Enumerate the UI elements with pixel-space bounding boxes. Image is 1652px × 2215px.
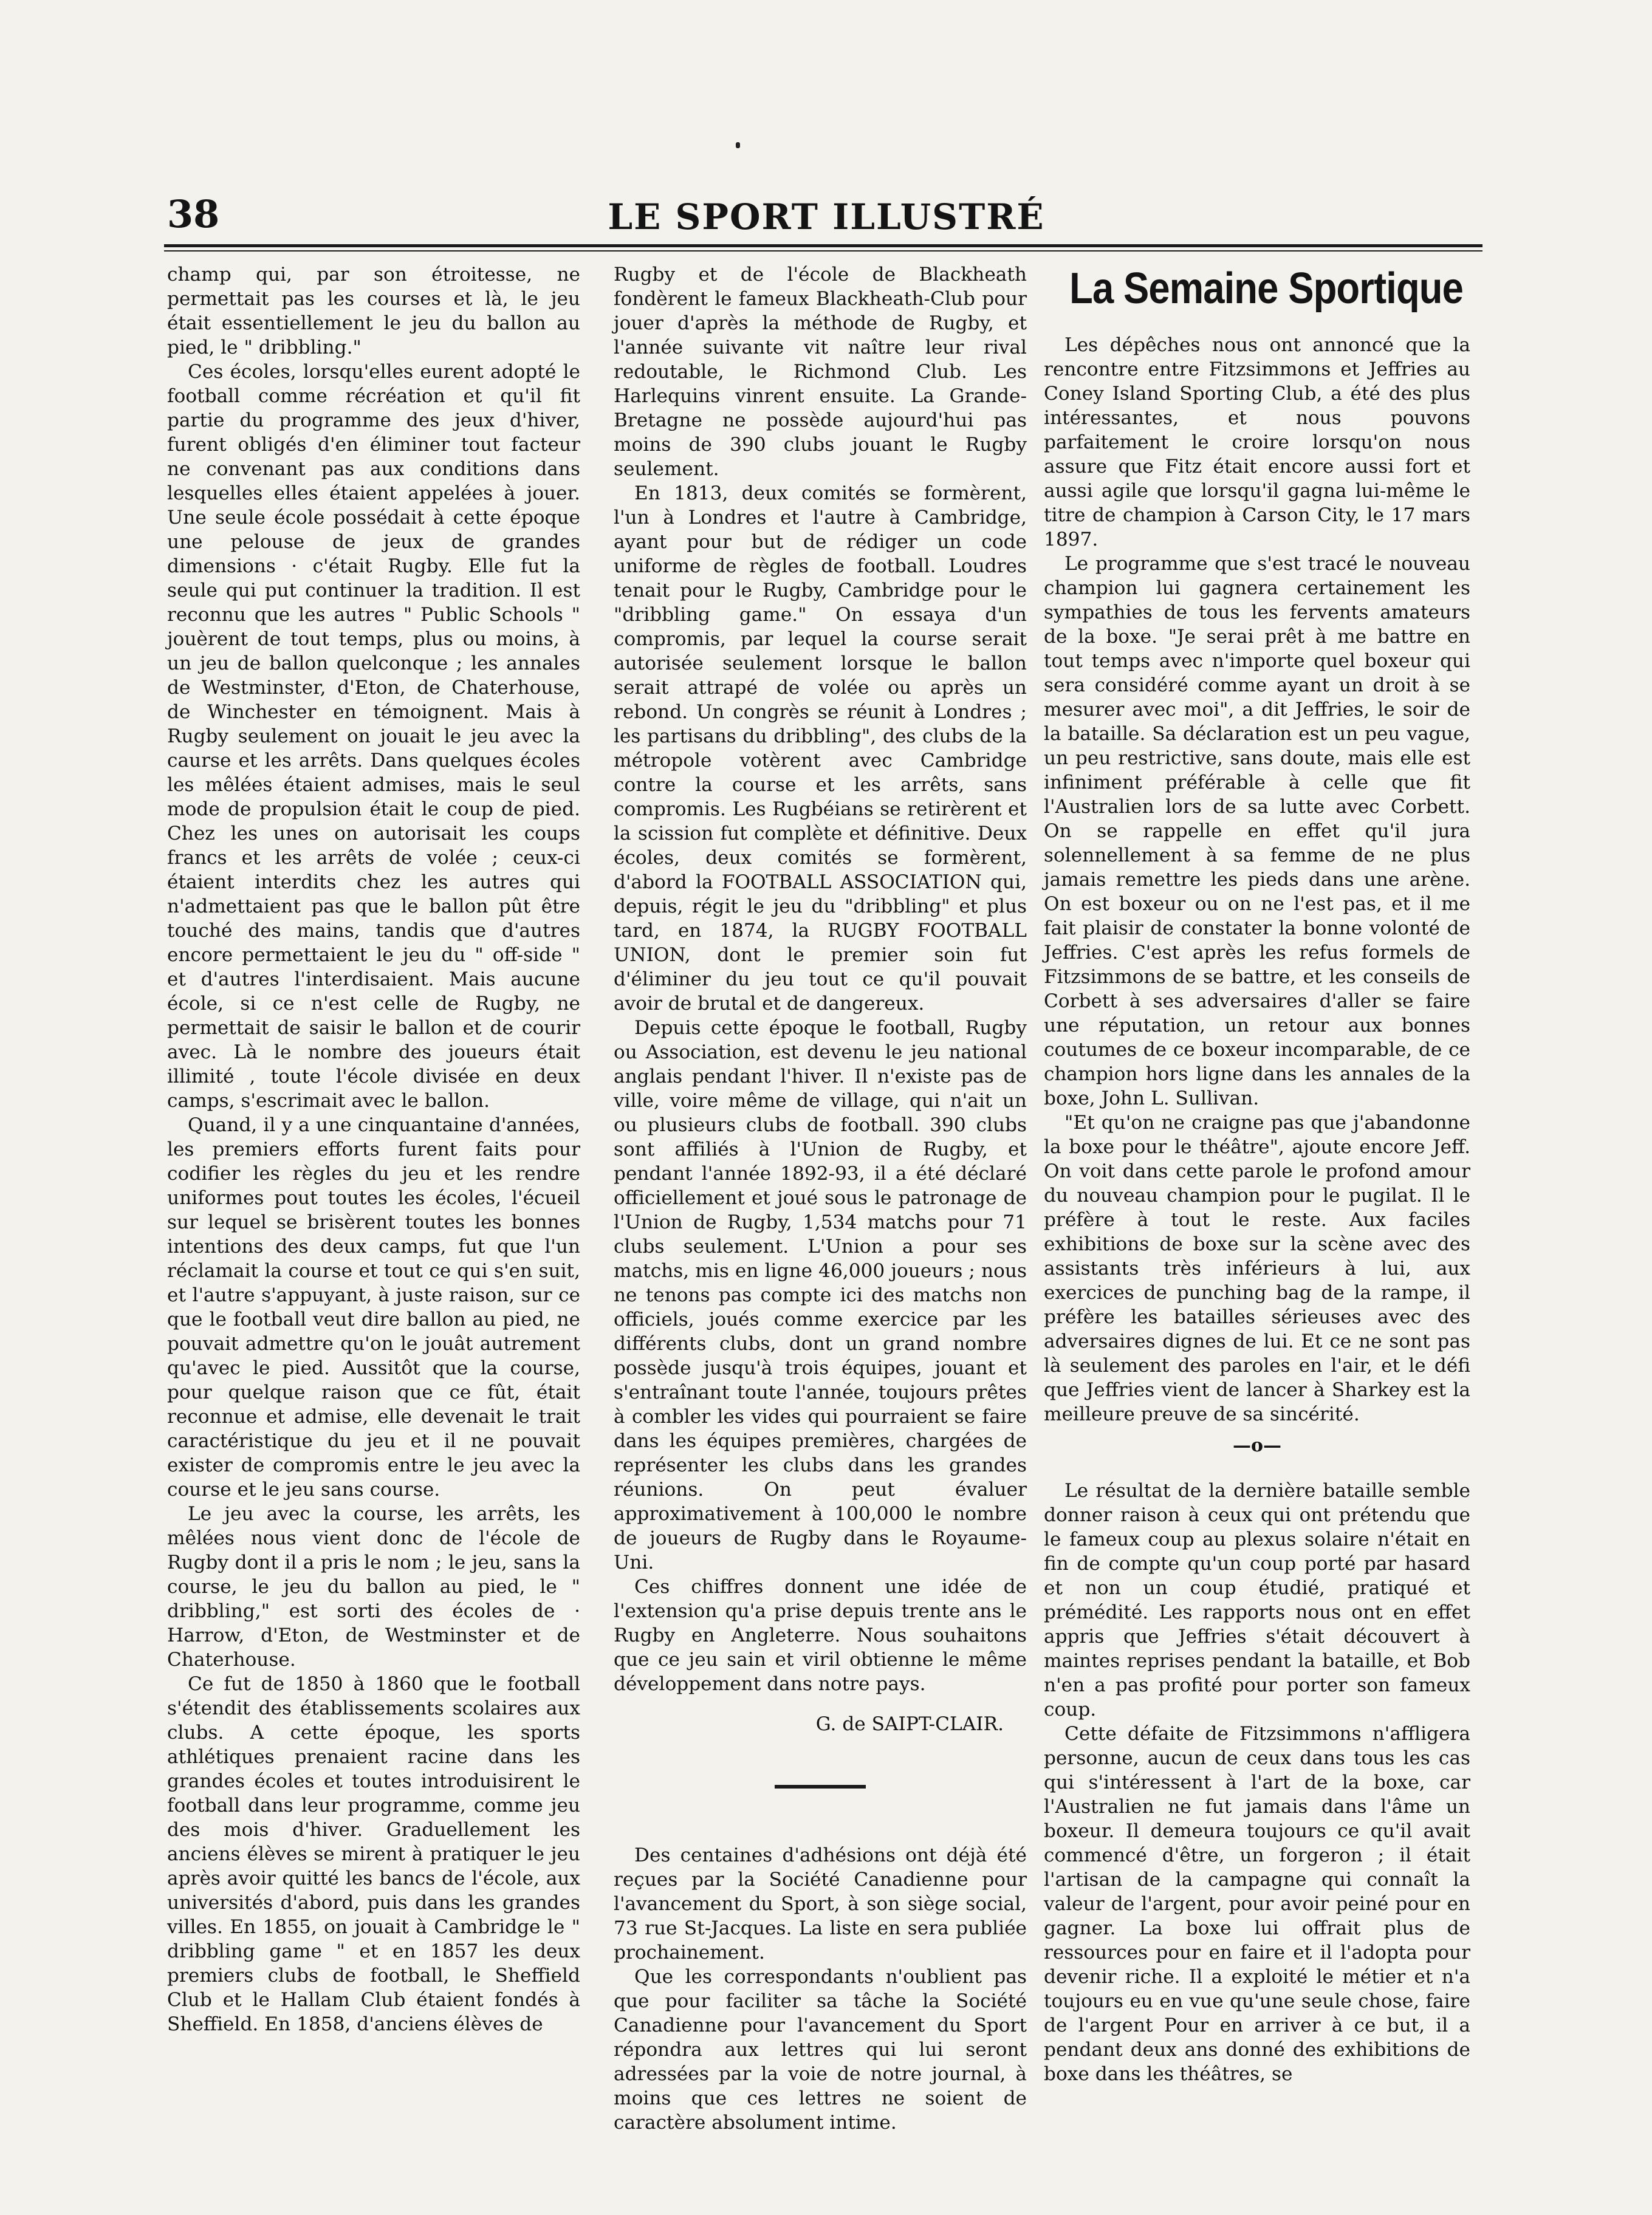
column-3 xyxy=(1044,262,1470,2115)
paragraph: Rugby et de l'école de Blackheath fondèrent le fameux Blackheath-Club pour jouer d'après la méthode de Rugby, et l'année suivante vit naître leur rival redoutable, le Richmond Club. Les Harlequins vinrent ensuite. La Grande-Bretagne ne possède aujourd'hui pas moins de 390 clubs jouant le Rugby seulement. xyxy=(614,264,1027,480)
separator-mark: —o— xyxy=(1232,1435,1281,1456)
paragraph: Le résultat de la dernière bataille semble donner raison à ceux qui ont prétendu que le fameux coup au plexus solaire n'était en fin de compte qu'un coup porté par hasard et non un coup étudié, pratiqué et prémédité. Les rapports nous ont en effet appris que Jeffries s'était découvert à maintes reprises pendant la bataille, et Bob n'en a pas profité pour porter son fameux coup. xyxy=(1044,1480,1470,1720)
paragraph: Ce fut de 1850 à 1860 que le football s'étendit des établissements scolaires aux clubs. A cette époque, les sports athlétiques prenaient racine dans les grandes écoles et toutes introduisirent le football dans leur programme, comme jeu des mois d'hiver. Graduellement les anciens élèves se mirent à pratiquer le jeu après avoir quitté les bancs de l'école, aux universités d'abord, puis dans les grandes villes. En 1855, on jouait à Cambridge le " dribbling game " et en 1857 les deux premiers clubs de football, le Sheffield Club et le Hallam Club étaient fondés à Sheffield. En 1858, d'anciens élèves de xyxy=(167,1673,580,2035)
paragraph: Quand, il y a une cinquantaine d'années, les premiers efforts furent faits pour codifier les règles du jeu et les rendre uniformes pout toutes les écoles, l'écueil sur lequel se brisèrent toutes les bonnes intentions des deux camps, fut que l'un réclamait la course et tout ce qui s'en suit, et l'autre s'appuyant, à juste raison, sur ce que le football veut dire ballon au pied, ne pouvait admettre qu'on le jouât autrement qu'avec le pied. Aussitôt que la course, pour quelque raison que ce fût, était reconnue et admise, elle devenait le trait caractéristique du jeu et il ne pouvait exister de compromis entre le jeu avec la course et le jeu sans course. xyxy=(167,1114,580,1501)
paragraph: En 1813, deux comités se formèrent, l'un à Londres et l'autre à Cambridge, ayant pour but de rédiger un code uniforme de règles de football. Loudres tenait pour le Rugby, Cambridge pour le "dribbling game." On essaya d'un compromis, par lequel la course serait autorisée seulement lorsque le ballon serait attrapé de volée ou après un rebond. Un congrès se réunit à Londres ; les partisans du dribbling", des clubs de la métropole votèrent avec Cambridge contre la course et les arrêts, sans compromis. Les Rugbéians se retirèrent et la scission fut complète et définitive. Deux écoles, deux comités se formèrent, d'abord la FOOTBALL ASSOCIATION qui, depuis, régit le jeu du "dribbling" et plus tard, en 1874, la RUGBY FOOTBALL UNION, dont le premier soin fut d'éliminer du jeu tout ce qu'il pouvait avoir de brutal et de dangereux. xyxy=(614,482,1027,1015)
ink-dot xyxy=(736,142,740,148)
section-divider xyxy=(775,1785,866,1789)
paragraph: Le jeu avec la course, les arrêts, les mêlées nous vient donc de l'école de Rugby dont il a pris le nom ; le jeu, sans la course, le jeu du ballon au pied, le " dribbling," est sorti des écoles de · Harrow, d'Eton, de Westminster et de Chaterhouse. xyxy=(167,1503,580,1671)
paragraph: Depuis cette époque le football, Rugby ou Association, est devenu le jeu national anglais pendant l'hiver. Il n'existe pas de ville, voire même de village, qui n'ait un ou plusieurs clubs de football. 390 clubs sont affiliés à l'Union de Rugby, et pendant l'année 1892-93, il a été déclaré officiellement et joué sous le patronage de l'Union de Rugby, 1,534 matchs pour 71 clubs seulement. L'Union a pour ses matchs, mis en ligne 46,000 joueurs ; nous ne tenons pas compte ici des matchs non officiels, joués comme exercice par les différents clubs, dont un grand nombre possède jusqu'à trois équipes, jouant et s'entraînant toute l'année, toujours prêtes à combler les vides qui pourraient se faire dans les équipes premières, chargées de représenter les clubs dans les grandes réunions. On peut évaluer approximativement à 100,000 le nombre de joueurs de Rugby dans le Royaume-Uni. xyxy=(614,1017,1027,1573)
article-headline: La Semaine Sportique xyxy=(1069,264,1463,313)
header-rule xyxy=(164,244,1482,252)
running-title: LE SPORT ILLUSTRÉ xyxy=(608,196,1045,238)
paragraph: Les dépêches nous ont annoncé que la rencontre entre Fitzsimmons et Jeffries au Coney Island Sporting Club, a été des plus intéressantes, et nous pouvons parfaitement le croire lorsqu'on nous assure que Fitz était encore aussi fort et aussi agile que lorsqu'il gagna lui-même le titre de champion à Carson City, le 17 mars 1897. xyxy=(1044,334,1470,550)
notice-paragraph: Que les correspondants n'oublient pas que pour faciliter sa tâche la Société Canadienne pour l'avancement du Sport répondra aux lettres qui lui seront adressées par la voie de notre journal, à moins que ces lettres ne soient de caractère absolument intime. xyxy=(614,1966,1027,2134)
column-1 xyxy=(167,262,580,2097)
column-2 xyxy=(614,262,1027,2134)
paragraph: Ces écoles, lorsqu'elles eurent adopté le football comme récréation et qu'il fit partie du programme des jeux d'hiver, furent obligés d'en éliminer tout facteur ne convenant pas aux conditions dans lesquelles elles étaient appelées à jouer. Une seule école possédait à cette époque une pelouse de jeux de grandes dimensions · c'était Rugby. Elle fut la seule qui put continuer la tradition. Il est reconnu que les autres " Public Schools " jouèrent de tout temps, plus ou moins, à un jeu de ballon quelconque ; les annales de Westminster, d'Eton, de Chaterhouse, de Winchester en témoignent. Mais à Rugby seulement on jouait le jeu avec la caurse et les arrêts. Dans quelques écoles les mêlées étaient admises, mais le seul mode de propulsion était le coup de pied. Chez les unes on autorisait les coups francs et les arrêts de volée ; ceux-ci étaient interdits chez les autres qui n'admettaient pas que le ballon pût être touché des mains, tandis que d'autres encore permettaient le jeu du " off-side " et d'autres l'interdisaient. Mais aucune école, si ce n'est celle de Rugby, ne permettait de saisir le ballon et de courir avec. Là le nombre des joueurs était illimité , toute l'école divisée en deux camps, s'escrimait avec le ballon. xyxy=(167,361,580,1112)
paragraph: Le programme que s'est tracé le nouveau champion lui gagnera certainement les sympathies de tous les fervents amateurs de la boxe. "Je serai prêt à me battre en tout temps avec n'importe quel boxeur qui sera considéré comme ayant un droit à se mesurer avec moi", a dit Jeffries, le soir de la bataille. Sa déclaration est un peu vague, un peu restrictive, sans doute, mais elle est infiniment préférable à celle que fit l'Australien lors de sa lutte avec Corbett. On se rappelle en effet qu'il jura solennellement à sa femme de ne plus jamais remettre les pieds dans une arène. On est boxeur ou on ne l'est pas, et il me fait plaisir de constater la bonne volonté de Jeffries. C'est après les refus formels de Fitzsimmons de se battre, et les conseils de Corbett à ses adversaires d'aller se faire une réputation, un retour aux bonnes coutumes de ce boxeur incomparable, de ce champion hors ligne dans les annales de la boxe, John L. Sullivan. xyxy=(1044,553,1470,1109)
paragraph: "Et qu'on ne craigne pas que j'abandonne la boxe pour le théâtre", ajoute encore Jeff. On voit dans cette parole le profond amour du nouveau champion pour le pugilat. Il le préfère à tout le reste. Aux faciles exhibitions de boxe sur la scène avec des assistants très inférieurs à lui, aux exercices de punching bag de la rampe, il préfère les batailles sérieuses avec des adversaires dignes de lui. Et ce ne sont pas là seulement des paroles en l'air, et le défi que Jeffries vient de lancer à Sharkey est la meilleure preuve de sa sincérité. xyxy=(1044,1112,1470,1425)
page-number: 38 xyxy=(167,192,220,236)
paragraph: Cette défaite de Fitzsimmons n'affligera personne, aucun de ceux dans tous les cas qui s'intéressent à l'art de la boxe, car l'Australien ne fut jamais dans l'âme un boxeur. Il demeura toujours ce qu'il avait commencé d'être, un forgeron ; il était l'artisan de la campagne qui connaît la valeur de l'argent, pour avoir peiné pour en gagner. La boxe lui offrait plus de ressources pour en faire et il l'adopta pour devenir riche. Il a exploité le métier et n'a toujours eu en vue qu'une seule chose, faire de l'argent Pour en arriver à ce but, il a pendant deux ans donné des exhibitions de boxe dans les théâtres, se xyxy=(1044,1723,1470,2085)
paragraph: Ces chiffres donnent une idée de l'extension qu'a prise depuis trente ans le Rugby en Angleterre. Nous souhaitons que ce jeu sain et viril obtienne le même développement dans notre pays. xyxy=(614,1576,1027,1695)
article-signature: G. de SAIPT-CLAIR. xyxy=(815,1713,1004,1735)
notice-paragraph: Des centaines d'adhésions ont déjà été reçues par la Société Canadienne pour l'avancement du Sport, à son siège social, 73 rue St-Jacques. La liste en sera publiée prochainement. xyxy=(614,1844,1027,1963)
paragraph: champ qui, par son étroitesse, ne permettait pas les courses et là, le jeu était essentiellement le jeu du ballon au pied, le " dribbling." xyxy=(167,264,580,358)
